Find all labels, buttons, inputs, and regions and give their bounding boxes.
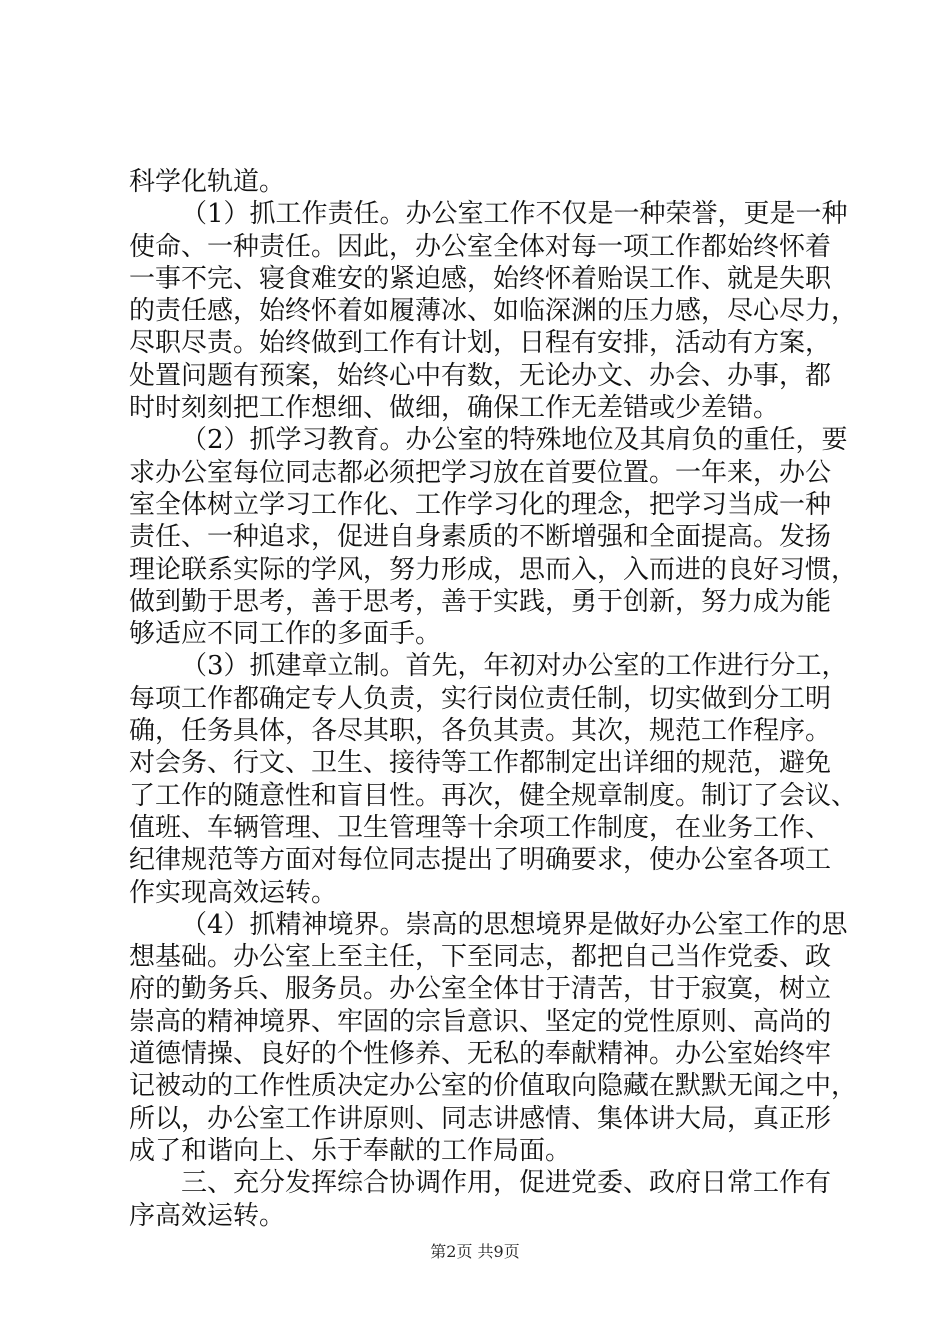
- body-line: 处置问题有预案，始终心中有数，无论办文、办会、办事，都: [129, 360, 832, 391]
- section-3-heading-line: 三、充分发挥综合协调作用，促进党委、政府日常工作有: [181, 1168, 832, 1199]
- body-line: 理论联系实际的学风，努力形成，思而入，入而进的良好习惯，: [129, 554, 858, 585]
- document-body: [129, 166, 858, 1232]
- body-line: 每项工作都确定专人负责，实行岗位责任制，切实做到分工明: [129, 683, 832, 714]
- body-line: 对会务、行文、卫生、接待等工作都制定出详细的规范，避免: [129, 748, 832, 779]
- body-line: 尽职尽责。始终做到工作有计划，日程有安排，活动有方案，: [129, 328, 832, 359]
- body-line: 使命、一种责任。因此，办公室全体对每一项工作都始终怀着: [129, 231, 832, 262]
- body-line: 求办公室每位同志都必须把学习放在首要位置。一年来，办公: [129, 457, 832, 488]
- body-line: 时时刻刻把工作想细、做细，确保工作无差错或少差错。: [129, 393, 780, 424]
- body-line: 记被动的工作性质决定办公室的价值取向隐藏在默默无闻之中，: [129, 1071, 858, 1102]
- body-line: 崇高的精神境界、牢固的宗旨意识、坚定的党性原则、高尚的: [129, 1006, 832, 1037]
- page-number-footer: 第2页 共9页: [430, 1242, 520, 1261]
- body-line: 序高效运转。: [129, 1200, 286, 1231]
- body-line: 确，任务具体，各尽其职，各负其责。其次，规范工作程序。: [129, 716, 832, 747]
- body-line: 想基础。办公室上至主任，下至同志，都把自己当作党委、政: [129, 942, 832, 973]
- body-line: 所以，办公室工作讲原则、同志讲感情、集体讲大局，真正形: [129, 1103, 832, 1134]
- body-line: 的责任感，始终怀着如履薄冰、如临深渊的压力感，尽心尽力，: [129, 296, 858, 327]
- body-line: 府的勤务兵、服务员。办公室全体甘于清苦，甘于寂寞，树立: [129, 974, 832, 1005]
- body-line: 了工作的随意性和盲目性。再次，健全规章制度。制订了会议、: [129, 780, 858, 811]
- paragraph-3-heading-line: （3）抓建章立制。首先，年初对办公室的工作进行分工，: [181, 651, 848, 682]
- body-line: 道德情操、良好的个性修养、无私的奉献精神。办公室始终牢: [129, 1039, 832, 1070]
- body-line: 责任、一种追求，促进自身素质的不断增强和全面提高。发扬: [129, 522, 832, 553]
- body-line: 够适应不同工作的多面手。: [129, 619, 442, 650]
- body-line: 作实现高效运转。: [129, 877, 338, 908]
- body-line: 纪律规范等方面对每位同志提出了明确要求，使办公室各项工: [129, 845, 832, 876]
- body-line: 科学化轨道。: [129, 167, 286, 197]
- paragraph-2-heading-line: （2）抓学习教育。办公室的特殊地位及其肩负的重任，要: [181, 425, 848, 456]
- body-line: 值班、车辆管理、卫生管理等十余项工作制度，在业务工作、: [129, 812, 832, 843]
- body-line: 一事不完、寝食难安的紧迫感，始终怀着贻误工作、就是失职: [129, 263, 832, 294]
- body-line: 做到勤于思考，善于思考，善于实践，勇于创新，努力成为能: [129, 586, 832, 617]
- paragraph-1-heading-line: （1）抓工作责任。办公室工作不仅是一种荣誉，更是一种: [181, 199, 848, 230]
- body-line: 成了和谐向上、乐于奉献的工作局面。: [129, 1135, 572, 1166]
- body-line: 室全体树立学习工作化、工作学习化的理念，把学习当成一种: [129, 489, 832, 520]
- paragraph-4-heading-line: （4）抓精神境界。崇高的思想境界是做好办公室工作的思: [181, 909, 848, 940]
